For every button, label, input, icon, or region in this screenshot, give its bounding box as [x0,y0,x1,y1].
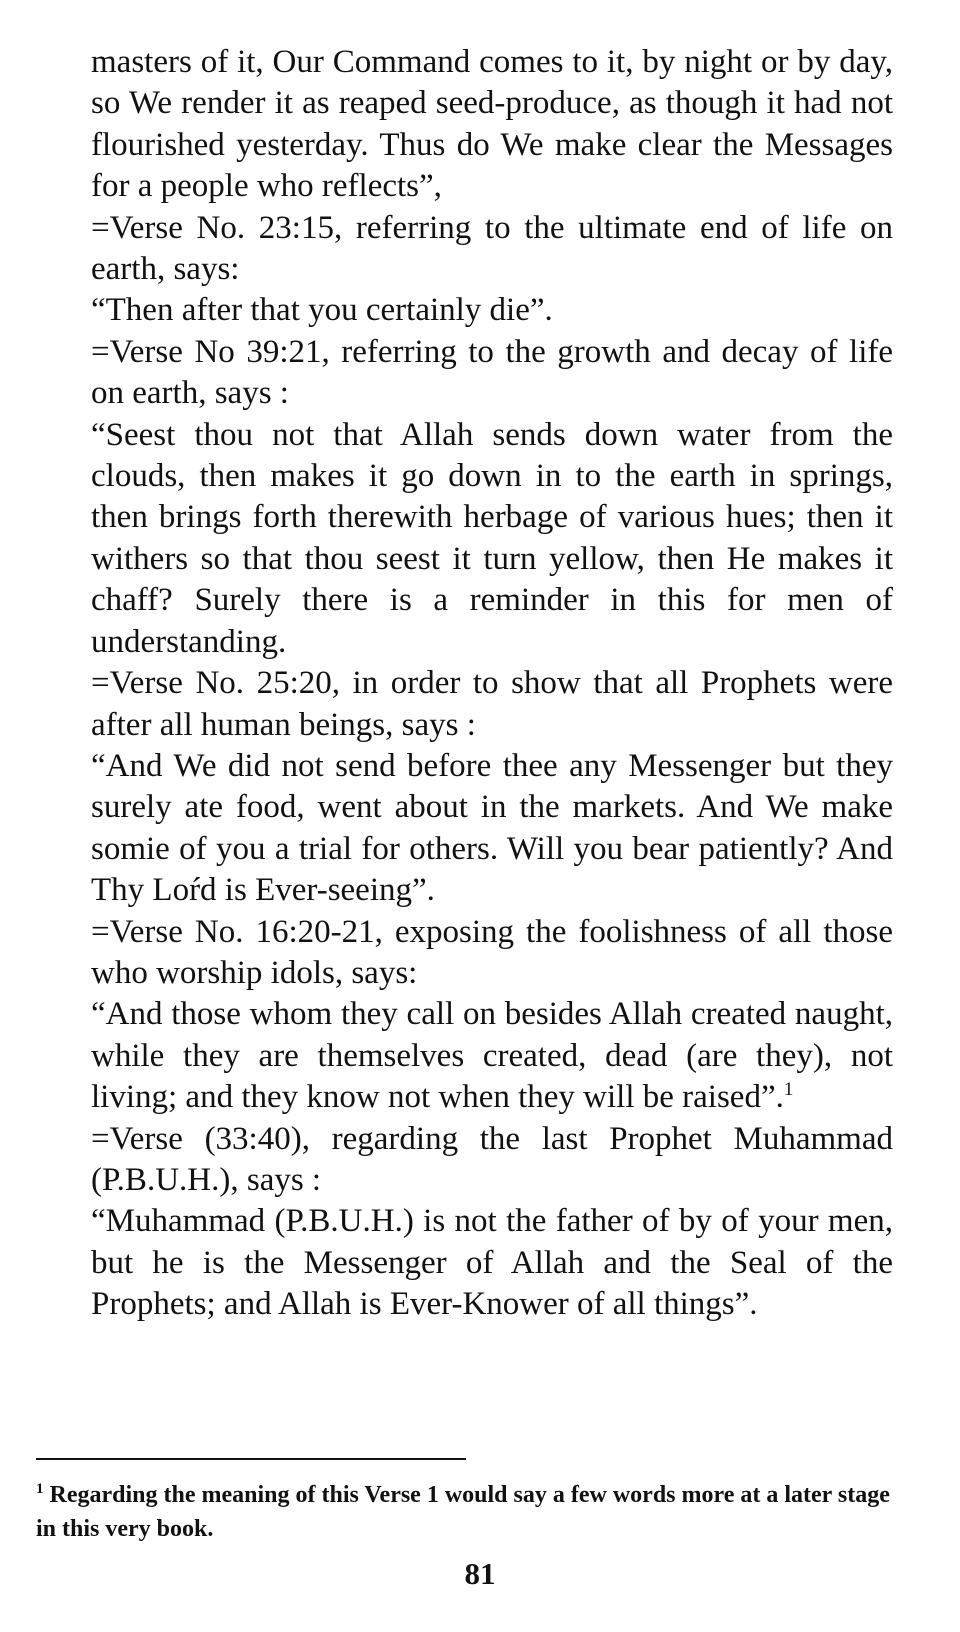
body-text [91,42,893,1326]
verse-quote [91,994,893,1118]
verse-quote-text: “And those whom they call on besides Allah created naught, while they are themselves created, dead (are they), not living; and they know not when they will be raised”. [91,996,893,1116]
verse-reference: =Verse No. 25:20, in order to show that all Prophets were after all human beings, says : [91,665,893,743]
verse-reference: =Verse No 39:21, referring to the growth and decay of life on earth, says : [91,333,893,412]
verse-quote: “Then after that you certainly die”. [91,292,553,329]
footnote-text: Regarding the meaning of this Verse 1 would say a few words more at a later stage in this very book. [36,1482,890,1542]
paragraph: masters of it, Our Command comes to it, by night or by day, so We render it as reaped seed-produce, as though it had not flourished yesterday. Thus do We make clear the Messages for a people who reflects”, [91,44,893,205]
verse-quote: “And We did not send before thee any Messenger but they surely ate food, went about in the markets. And We make somie of you a trial for others. Will you bear patiently? And Thy Loŕd is Ever-seeing”. [91,747,893,909]
verse-quote: “Muhammad (P.B.U.H.) is not the father of by of your men, but he is the Messenger of Allah and the Seal of the Prophets; and Allah is Ever-Knower of all things”. [91,1203,893,1323]
footnote-mark: 1 [36,1481,44,1497]
footnote-reference: 1 [783,1079,794,1101]
verse-reference: =Verse No. 16:20-21, exposing the foolishness of all those who worship idols, says: [91,913,893,991]
footnote-separator [36,1458,466,1460]
verse-quote: “Seest thou not that Allah sends down water from the clouds, then makes it go down in to the earth in springs, then brings forth therewith herbage of various hues; then it withers so that thou seest it turn yellow, then He makes it chaff? Surely there is a reminder in this for men of understanding. [91,416,893,660]
verse-reference: =Verse No. 23:15, referring to the ultimate end of life on earth, says: [91,209,893,288]
verse-reference: =Verse (33:40), regarding the last Prophet Muhammad (P.B.U.H.), says : [91,1120,893,1198]
footnote [36,1478,898,1546]
page-number: 81 [464,1556,496,1591]
